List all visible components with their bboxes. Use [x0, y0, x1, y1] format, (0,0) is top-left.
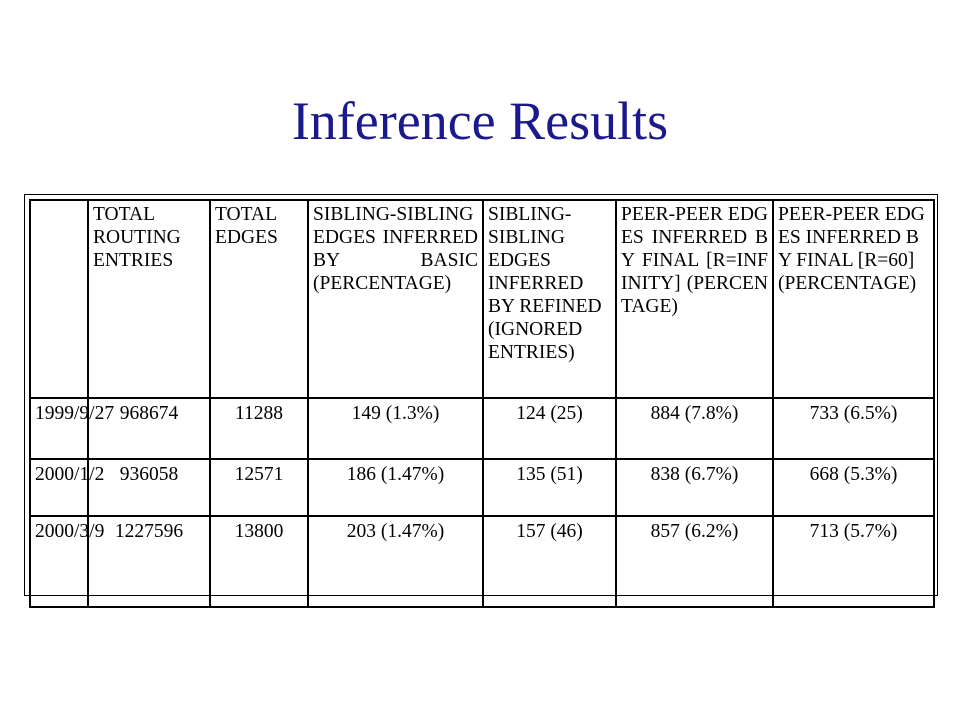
row-sibling-refined: 157 (46)	[483, 516, 616, 607]
table-row	[30, 459, 934, 516]
header-cell-sibling-basic: SIBLING-SIBLING EDGES INFERRED BY BASIC (PERCENTAGE)	[308, 200, 483, 398]
table-row	[30, 516, 934, 607]
row-sibling-basic: 149 (1.3%)	[308, 398, 483, 459]
row-total-edges: 13800	[210, 516, 308, 607]
header-cell-sibling-refined: SIBLING-SIBLING EDGES INFERRED BY REFINED (IGNORED ENTRIES)	[483, 200, 616, 398]
row-sibling-basic: 203 (1.47%)	[308, 516, 483, 607]
row-peer-infinity: 857 (6.2%)	[616, 516, 773, 607]
header-cell-peer-r60: PEER-PEER EDGES INFERRED BY FINAL [R=60] (PERCENTAGE)	[773, 200, 934, 398]
header-cell-peer-infinity: PEER-PEER EDGES INFERRED BY FINAL [R=INFINITY] (PERCENTAGE)	[616, 200, 773, 398]
row-total-routing-entries: 936058	[88, 459, 210, 516]
slide-title: Inference Results	[291, 91, 669, 151]
row-peer-infinity: 838 (6.7%)	[616, 459, 773, 516]
results-table-frame	[24, 194, 938, 596]
row-sibling-basic: 186 (1.47%)	[308, 459, 483, 516]
row-total-routing-entries: 1227596	[88, 516, 210, 607]
row-total-edges: 11288	[210, 398, 308, 459]
table-header-row	[30, 200, 934, 398]
row-peer-infinity: 884 (7.8%)	[616, 398, 773, 459]
row-date-cell: 2000/3/9	[30, 516, 88, 607]
row-sibling-refined: 124 (25)	[483, 398, 616, 459]
row-sibling-refined: 135 (51)	[483, 459, 616, 516]
row-date-cell: 1999/9/27	[30, 398, 88, 459]
header-cell-total-routing-entries: TOTAL ROUTING ENTRIES	[88, 200, 210, 398]
row-peer-r60: 713 (5.7%)	[773, 516, 934, 607]
row-total-routing-entries: 968674	[88, 398, 210, 459]
row-total-edges: 12571	[210, 459, 308, 516]
header-cell-date	[30, 200, 88, 398]
table-row	[30, 398, 934, 459]
header-cell-total-edges: TOTAL EDGES	[210, 200, 308, 398]
inference-results-table	[29, 199, 935, 608]
row-peer-r60: 733 (6.5%)	[773, 398, 934, 459]
row-peer-r60: 668 (5.3%)	[773, 459, 934, 516]
row-date-cell: 2000/1/2	[30, 459, 88, 516]
